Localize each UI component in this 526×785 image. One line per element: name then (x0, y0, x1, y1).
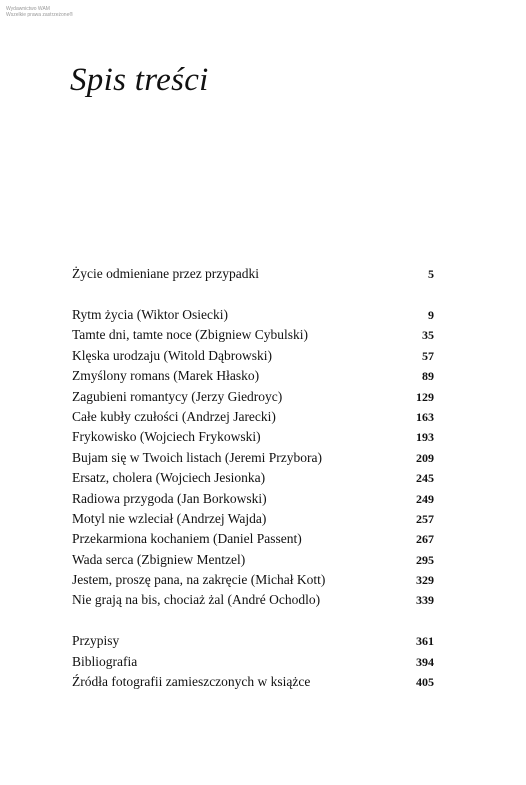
toc-entry-title: Wada serca (Zbigniew Mentzel) (72, 551, 246, 567)
toc-entry (72, 389, 434, 409)
toc-entry (72, 552, 434, 572)
table-of-contents (72, 266, 434, 695)
toc-entry-page: 193 (416, 430, 434, 445)
toc-entry (72, 368, 434, 388)
toc-entry-page: 245 (416, 471, 434, 486)
section-gap (72, 286, 434, 307)
toc-entry-page: 361 (416, 634, 434, 649)
toc-entry-title: Życie odmieniane przez przypadki (72, 266, 260, 281)
toc-entry-title: Źródła fotografii zamieszczonych w książce (72, 674, 311, 690)
publisher-note (6, 6, 73, 18)
toc-entry-title: Przypisy (72, 633, 120, 649)
toc-entry-page: 295 (416, 552, 434, 567)
toc-entry-page: 405 (416, 675, 434, 690)
toc-entry (72, 511, 434, 531)
toc-entry-page: 394 (416, 654, 434, 669)
toc-entry-page: 9 (428, 307, 434, 322)
section-gap (72, 613, 434, 634)
toc-entry (72, 592, 434, 612)
toc-entry-page: 163 (416, 409, 434, 424)
page-title: Spis treści (70, 62, 209, 98)
toc-entry-title: Zagubieni romantycy (Jerzy Giedroyc) (72, 388, 283, 404)
toc-entry-page: 329 (416, 573, 434, 588)
copyright-note: Wszelkie prawa zastrzeżone® (6, 12, 74, 18)
toc-entry-page: 209 (416, 450, 434, 465)
toc-entry (72, 450, 434, 470)
toc-entry-title: Całe kubły czułości (Andrzej Jarecki) (72, 408, 276, 424)
toc-entry-title: Klęska urodzaju (Witold Dąbrowski) (72, 347, 273, 363)
toc-entry-page: 339 (416, 593, 434, 608)
toc-entry-title: Bibliografia (72, 653, 138, 669)
toc-entry-title: Frykowisko (Wojciech Frykowski) (72, 429, 261, 445)
toc-entry-title: Przekarmiona kochaniem (Daniel Passent) (72, 531, 302, 547)
toc-entry-page: 35 (422, 328, 434, 343)
toc-entry-title: Rytm życia (Wiktor Osiecki) (72, 306, 228, 322)
toc-entry-page: 5 (428, 267, 434, 281)
toc-entry-title: Bujam się w Twoich listach (Jeremi Przybora) (72, 449, 322, 465)
toc-entry (72, 470, 434, 490)
toc-entry-title: Zmyślony romans (Marek Hłasko) (72, 368, 260, 384)
toc-entry (72, 491, 434, 511)
toc-entry (72, 654, 434, 674)
toc-entry (72, 674, 434, 694)
toc-entry (72, 409, 434, 429)
toc-entry (72, 531, 434, 551)
toc-entry (72, 429, 434, 449)
toc-entry-page: 129 (416, 389, 434, 404)
toc-entry-title: Nie grają na bis, chociaż żal (André Ochodlo) (72, 592, 321, 608)
toc-entry-page: 249 (416, 491, 434, 506)
toc-entry (72, 266, 434, 286)
toc-entry-title: Motyl nie wzleciał (Andrzej Wajda) (72, 510, 267, 526)
toc-entry (72, 633, 434, 653)
publisher-name: Wydawnictwo WAM (6, 6, 50, 12)
toc-entry-title: Tamte dni, tamte noce (Zbigniew Cybulski) (72, 327, 308, 343)
toc-entry-title: Jestem, proszę pana, na zakręcie (Michał Kott) (72, 572, 326, 588)
toc-entry-title: Ersatz, cholera (Wojciech Jesionka) (72, 470, 266, 486)
toc-entry (72, 348, 434, 368)
toc-entry (72, 327, 434, 347)
toc-entry-page: 257 (416, 511, 434, 526)
toc-entry-title: Radiowa przygoda (Jan Borkowski) (72, 490, 267, 506)
toc-entry (72, 572, 434, 592)
toc-entry (72, 307, 434, 327)
toc-entry-page: 57 (422, 348, 434, 363)
toc-entry-page: 267 (416, 532, 434, 547)
toc-entry-page: 89 (422, 369, 434, 384)
